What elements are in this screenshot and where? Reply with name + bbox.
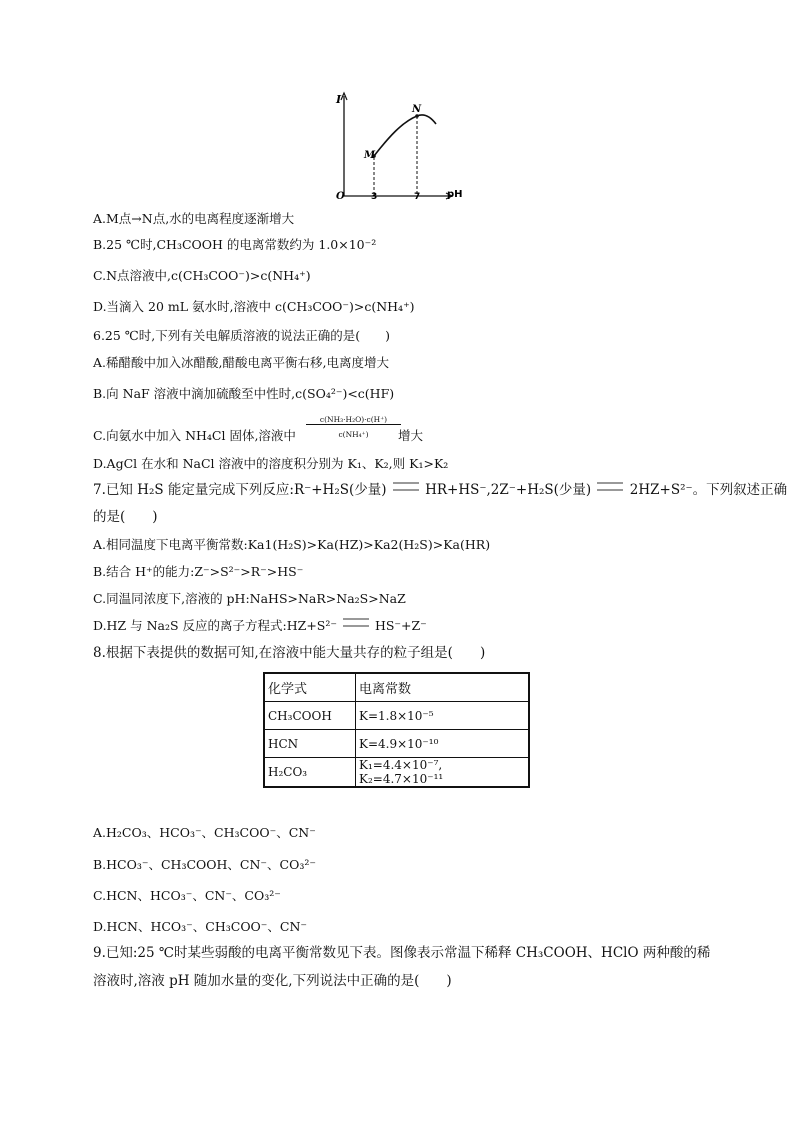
table-cell-formula: HCN: [264, 730, 356, 758]
table-cell-formula: H₂CO₃: [264, 758, 356, 788]
q6-stem: 6.25 ℃时,下列有关电解质溶液的说法正确的是( ): [93, 328, 391, 343]
equal-sign-1: [393, 482, 419, 491]
q6-fraction-numerator: c(NH₃·H₂O)·c(H⁺): [306, 415, 401, 425]
q6-fraction-denominator: c(NH₄⁺): [338, 430, 369, 439]
table-row: [264, 730, 529, 758]
table-cell-constant: K₁=4.4×10⁻⁷, K₂=4.7×10⁻¹¹: [356, 758, 530, 788]
q7-option-d-part-a: D.HZ 与 Na₂S 反应的离子方程式:HZ+S²⁻: [93, 618, 337, 633]
point-m-label: M: [364, 150, 376, 161]
tick-label-7: 7: [414, 192, 421, 202]
table-cell-constant: K=4.9×10⁻¹⁰: [356, 730, 530, 758]
q6-option-a: A.稀醋酸中加入冰醋酸,醋酸电离平衡右移,电离度增大: [93, 355, 389, 370]
q5-option-d: D.当滴入 20 mL 氨水时,溶液中 c(CH₃COO⁻)>c(NH₄⁺): [93, 299, 415, 314]
q7-option-c: C.同温同浓度下,溶液的 pH:NaHS>NaR>Na₂S>NaZ: [93, 591, 406, 606]
q6-option-d: D.AgCl 在水和 NaCl 溶液中的溶度积分别为 K₁、K₂,则 K₁>K₂: [93, 456, 449, 471]
q7-option-b: B.结合 H⁺的能力:Z⁻>S²⁻>R⁻>HS⁻: [93, 564, 304, 579]
q8-stem: 8.根据下表提供的数据可知,在溶液中能大量共存的粒子组是( ): [93, 645, 486, 661]
conductivity-curve: [374, 115, 436, 156]
q7-stem-part-c: 2HZ+S²⁻。下列叙述正确: [629, 482, 788, 498]
equal-sign-2: [597, 482, 623, 491]
q9-stem-line-1: 9.已知:25 ℃时某些弱酸的电离平衡常数见下表。图像表示常温下稀释 CH₃COOH、HClO 两种酸的稀: [93, 945, 711, 961]
q7-option-a: A.相同温度下电离平衡常数:Ka1(H₂S)>Ka(HZ)>Ka2(H₂S)>Ka(HR): [93, 537, 491, 552]
q5-option-a: A.M点→N点,水的电离程度逐渐增大: [93, 211, 295, 226]
q6-option-c-suffix: 增大: [398, 428, 424, 443]
q7-option-d-part-b: HS⁻+Z⁻: [374, 618, 427, 633]
table-cell-formula: CH₃COOH: [264, 702, 356, 730]
table-cell-constant: K=1.8×10⁻⁵: [356, 702, 530, 730]
point-n-label: N: [412, 104, 422, 115]
q8-option-b: B.HCO₃⁻、CH₃COOH、CN⁻、CO₃²⁻: [93, 857, 316, 872]
q5-option-c: C.N点溶液中,c(CH₃COO⁻)>c(NH₄⁺): [93, 268, 311, 283]
table-header-row: [264, 673, 529, 702]
q7-stem-line-2: 的是( ): [93, 509, 158, 525]
q7-option-d: [93, 617, 427, 635]
q6-option-b: B.向 NaF 溶液中滴加硫酸至中性时,c(SO₄²⁻)<c(HF): [93, 386, 395, 401]
origin-label: O: [336, 191, 345, 202]
equal-sign-3: [343, 618, 369, 627]
y-axis-label: I: [336, 93, 342, 106]
ionization-constant-table: [263, 672, 530, 788]
q8-option-c: C.HCN、HCO₃⁻、CN⁻、CO₃²⁻: [93, 888, 281, 903]
table-header-constant: 电离常数: [356, 673, 530, 702]
conductivity-ph-graph: [0, 0, 794, 210]
table-row: [264, 702, 529, 730]
q7-stem-part-b: HR+HS⁻,2Z⁻+H₂S(少量): [425, 482, 592, 498]
tick-label-3: 3: [371, 192, 378, 202]
q9-stem-line-2: 溶液时,溶液 pH 随加水量的变化,下列说法中正确的是( ): [93, 973, 452, 989]
q8-option-d: D.HCN、HCO₃⁻、CH₃COO⁻、CN⁻: [93, 919, 308, 934]
q6-option-c-prefix: C.向氨水中加入 NH₄Cl 固体,溶液中: [93, 428, 296, 443]
x-axis-label: pH: [447, 189, 463, 200]
table-row: [264, 758, 529, 788]
q8-option-a: A.H₂CO₃、HCO₃⁻、CH₃COO⁻、CN⁻: [93, 825, 316, 840]
q7-stem: [93, 481, 787, 499]
table-header-formula: 化学式: [264, 673, 356, 702]
q7-stem-part-a: 7.已知 H₂S 能定量完成下列反应:R⁻+H₂S(少量): [93, 482, 387, 498]
q5-option-b: B.25 ℃时,CH₃COOH 的电离常数约为 1.0×10⁻²: [93, 237, 377, 252]
